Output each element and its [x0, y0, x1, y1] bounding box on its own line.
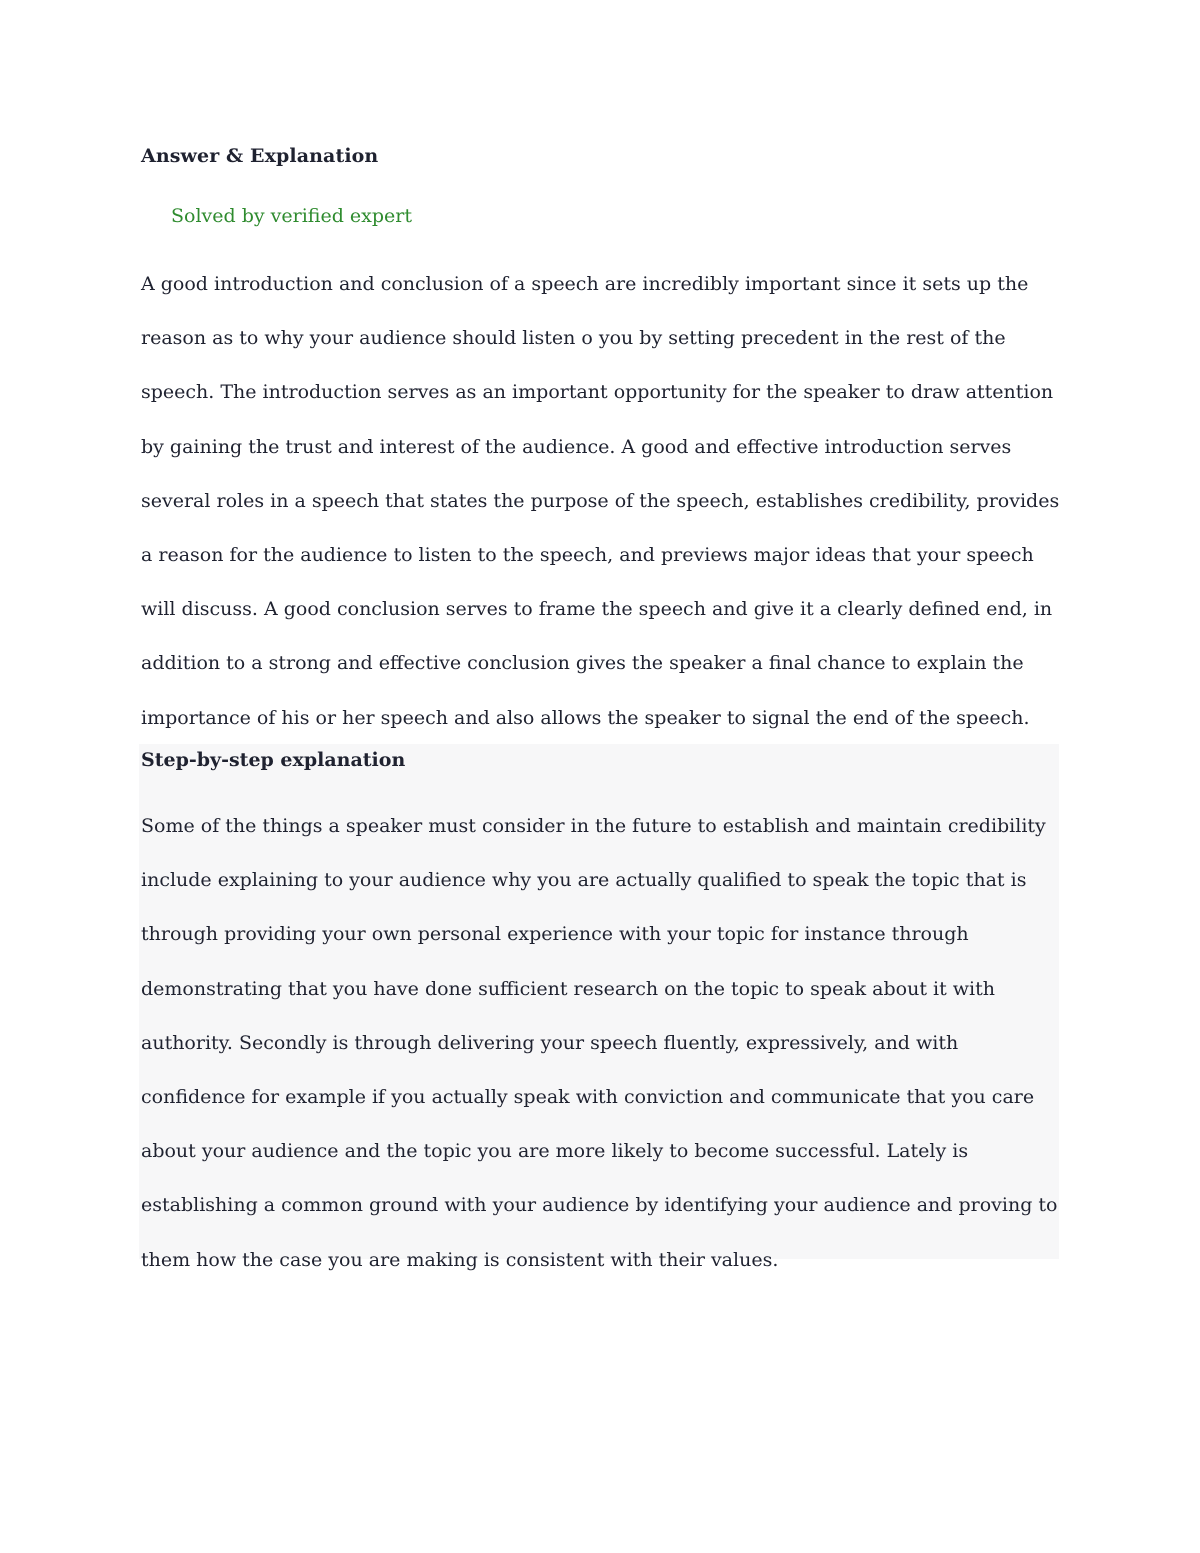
step-heading: Step-by-step explanation [141, 749, 406, 771]
answer-heading: Answer & Explanation [141, 145, 379, 167]
step-by-step-section [139, 744, 1059, 1271]
verified-expert-badge: Solved by verified expert [171, 205, 412, 227]
answer-paragraph: A good introduction and conclusion of a speech are incredibly important since it sets up the reason as to why your audience should listen o you by setting precedent in the rest of the speech. The introduction serves as an important opportunity for the speaker to draw attention by gaining the trust and interest of the audience. A good and effective introduction serves several roles in a speech that states the purpose of the speech, establishes credibility, provides a reason for the audience to listen to the speech, and previews major ideas that your speech will discuss. A good conclusion serves to frame the speech and give it a clearly defined end, in addition to a strong and effective conclusion gives the speaker a final chance to explain the importance of his or her speech and also allows the speaker to signal the end of the speech. [141, 273, 1060, 729]
step-paragraph: Some of the things a speaker must consider in the future to establish and maintain credibility include explaining to your audience why you are actually qualified to speak the topic that is through providing your own personal experience with your topic for instance through demonstrating that you have done sufficient research on the topic to speak about it with authority. Secondly is through delivering your speech fluently, expressively, and with confidence for example if you actually speak with conviction and communicate that you care about your audience and the topic you are more likely to become successful. Lately is establishing a common ground with your audience by identifying your audience and proving to them how the case you are making is consistent with their values. [141, 815, 1058, 1271]
